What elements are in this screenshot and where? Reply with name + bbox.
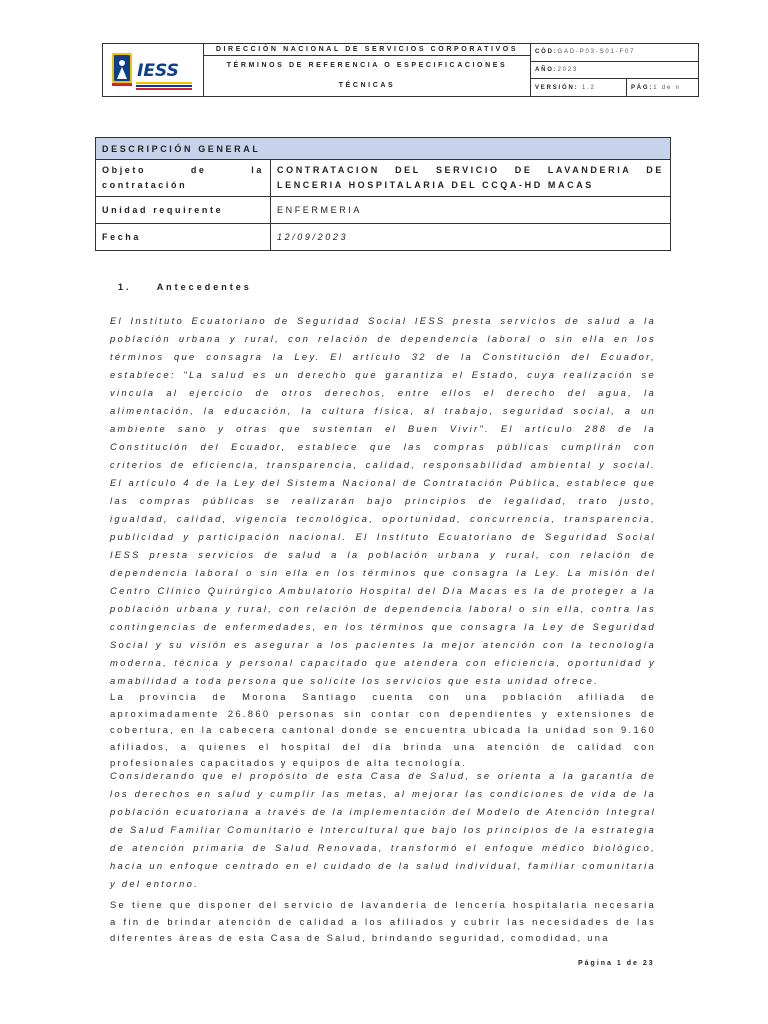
header-title-line2a: TÉRMINOS DE REFERENCIA O ESPECIFICACIONES [226,62,508,69]
header-page: PÁG: 1 de n [631,84,681,91]
paragraph-antecedentes-2: La provincia de Morona Santiago cuenta con una población afiliada de aproximadamente 26.860 personas sin contar con dependientes y extensiones de cobertura, en la cabecera cantonal donde se encuentra ubicada la unidad son 9.160 afiliados, a quienes el hospital del día brinda una atención de calidad con profesionales capacitados y equipos de alta tecnología. [110,691,656,768]
logo-text: IESS [137,61,179,81]
unit-value: ENFERMERIA [271,197,671,224]
iess-logo [103,44,204,96]
object-label: Objeto de la contratación [96,160,271,197]
section-number: 1. [118,282,132,292]
page-number: Página 1 de 23 [578,960,655,967]
date-value: 12/09/2023 [271,224,671,251]
document-header [102,43,699,97]
section-title: Antecedentes [156,282,252,292]
header-year: AÑO: 2023 [531,62,698,80]
header-title-line2 [204,56,530,96]
header-title-line2b: TÉCNICAS [338,82,396,89]
general-description-table [95,137,671,251]
header-title [204,44,531,96]
general-description-heading: DESCRIPCIÓN GENERAL [96,138,671,160]
header-code: CÓD: GAD-P03-S01-F07 [531,44,698,62]
header-version-page [531,79,698,96]
header-version: VERSIÓN: 1.2 [531,79,627,96]
section-heading [118,282,252,292]
header-metadata [531,44,698,96]
paragraph-antecedentes-4: Se tiene que disponer del servicio de lavandería de lencería hospitalaria necesaria a fin de brindar atención de calidad a los afiliados y cubrir las necesidades de las diferentes áreas de esta Casa de Salud, brindando seguridad, comodidad, una [110,899,656,943]
header-title-line1: DIRECCIÓN NACIONAL DE SERVICIOS CORPORATIVOS [204,44,530,56]
paragraph-antecedentes-1: El Instituto Ecuatoriano de Seguridad Social IESS presta servicios de salud a la población urbana y rural, con relación de dependencia laboral o sin ella en los términos que consagra la Ley. El artículo 32 de la Constitución del Ecuador, establece: "La salud es un derecho que garantiza el Estado, cuya realización se vincula al ejercicio de otros derechos, entre ellos el derecho del agua, la alimentación, la educación, la cultura física, al trabajo, seguridad social, a un ambiente sano y otras que sustentan el Buen Vivir". El artículo 288 de la Constitución del Ecuador, establece que las compras públicas cumplirán con criterios de eficiencia, transparencia, calidad, responsabilidad ambiental y social. El artículo 4 de la Ley del Sistema Nacional de Contratación Pública, establece que las compras públicas se realizarán bajo principios de legalidad, trato justo, igualdad, calidad, vigencia tecnológica, oportunidad, concurrencia, transparencia, publicidad y participación nacional. El Instituto Ecuatoriano de Seguridad Social IESS presta servicios de salud a la población urbana y rural, con relación de dependencia laboral o sin ella en los términos que consagra la Ley. La misión del Centro Clínico Quirúrgico Ambulatorio Hospital del Día Macas es la de proteger a la población urbana y rural, con relación de dependencia laboral o sin ella, contra las contingencias de enfermedades, en los términos que consagra la Ley de Seguridad Social y su visión es asegurar a los pacientes la mejor atención con la tecnología moderna, técnica y personal capacitado que atendera con eficiencia, oportunidad y amabilidad a toda persona que solicite los servicios que esta unidad ofrece. [110,315,656,686]
object-value: CONTRATACION DEL SERVICIO DE LAVANDERIA DE LENCERIA HOSPITALARIA DEL CCQA-HD MACAS [271,160,671,197]
paragraph-antecedentes-3: Considerando que el propósito de esta Casa de Salud, se orienta a la garantía de los derechos en salud y cumplir las metas, al mejorar las condiciones de vida de la población ecuatoriana a través de la implementación del Modelo de Atención Integral de Salud Familiar Comunitario e Intercultural que bajo los principios de la estrategia de atención primaria de Salud Renovada, transformó el enfoque médico biológico, hacia un enfoque centrado en el cuidado de la salud individual, familiar comunitaria y del entorno. [110,770,656,889]
date-label: Fecha [96,224,271,251]
unit-label: Unidad requirente [96,197,271,224]
